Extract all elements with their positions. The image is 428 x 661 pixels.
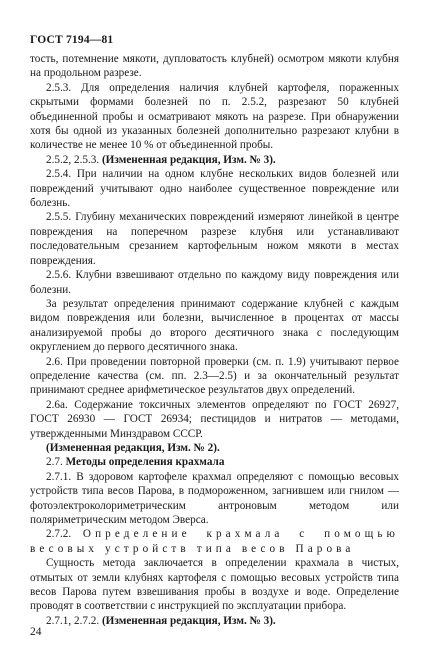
amendment-note [30,153,399,167]
paragraph: тость, потемнение мякоти, дупловатость клубней) осмотром мякоти клубня на продольном разрезе. [30,53,399,80]
paragraph: 2.5.6. Клубни взвешивают отдельно по каждому виду повреждения или болезни. [30,269,399,296]
section-title: Методы определения крахмала [65,456,225,469]
paragraph: 2.5.4. При наличии на одном клубне нескольких видов болезней или повреждений учитывают одно наиболее существенное повреждение или болезнь. [30,168,399,210]
paragraph: 2.5.5. Глубину механических повреждений измеряют линейкой в центре повреждения на поперечном разрезе клубня или устанавливают последовательным срезанием картофельным ножом мякоти в местах повреждения. [30,211,399,267]
note-bold: (Измененная редакция, Изм. № 3). [101,153,276,166]
note-prefix: 2.7.1, 2.7.2. [46,614,102,627]
note-prefix: 2.5.2, 2.5.3. [46,153,102,166]
body-text [30,52,399,628]
paragraph: 2.7.1. В здоровом картофеле крахмал определяют с помощью весовых устройств типа весов Парова, в подмороженном, загнившем или гнилом — фотоэлектроколориметрическим антроновым методом или поляриметрическим методом Эверса. [30,470,399,526]
subsection-heading [30,527,399,556]
paragraph: 2.5.3. Для определения наличия клубней картофеля, пораженных скрытыми формами болезней по п. 2.5.2, разрезают 50 клубней объединенной пробы и осматривают мякоть на разрезе. При обнаружении хотя бы одной из указанных болезней дополнительно разрезают клубни в количестве не менее 10 % от объединенной пробы. [30,81,399,152]
subsection-title: Определение крахмала с помощью весовых устройств типа весов Парова [30,528,399,555]
subsection-number: 2.7.2. [46,528,83,541]
page-header: ГОСТ 7194—81 [30,34,114,46]
amendment-note [30,614,399,628]
page-number: 24 [30,626,42,638]
paragraph: Сущность метода заключается в определении крахмала в чистых, отмытых от земли клубнях картофеля с помощью весовых устройств типа весов Парова путем взвешивания пробы в воздухе и воде. Определение проводят в соответствии с инструкцией по эксплуатации прибора. [30,557,399,613]
note-bold: (Измененная редакция, Изм. № 2). [46,441,220,454]
amendment-note [30,441,399,455]
section-number: 2.7. [46,456,66,469]
paragraph: 2.6. При проведении повторной проверки (см. п. 1.9) учитывают первое определение качества (см. пп. 2.3—2.5) и за окончательный результат принимают среднее арифметическое результатов двух определений. [30,355,399,397]
paragraph: За результат определения принимают содержание клубней с каждым видом повреждения или болезни, вычисленное в процентах от массы анализируемой пробы до второго десятичного знака с последующим округлением до первого десятичного знака. [30,297,399,354]
note-bold: (Измененная редакция, Изм. № 3). [101,614,276,627]
paragraph: 2.6а. Содержание токсичных элементов определяют по ГОСТ 26927, ГОСТ 26930 — ГОСТ 26934; пестицидов и нитратов — методами, утвержденными Минздравом СССР. [30,398,399,440]
section-heading [30,455,399,469]
